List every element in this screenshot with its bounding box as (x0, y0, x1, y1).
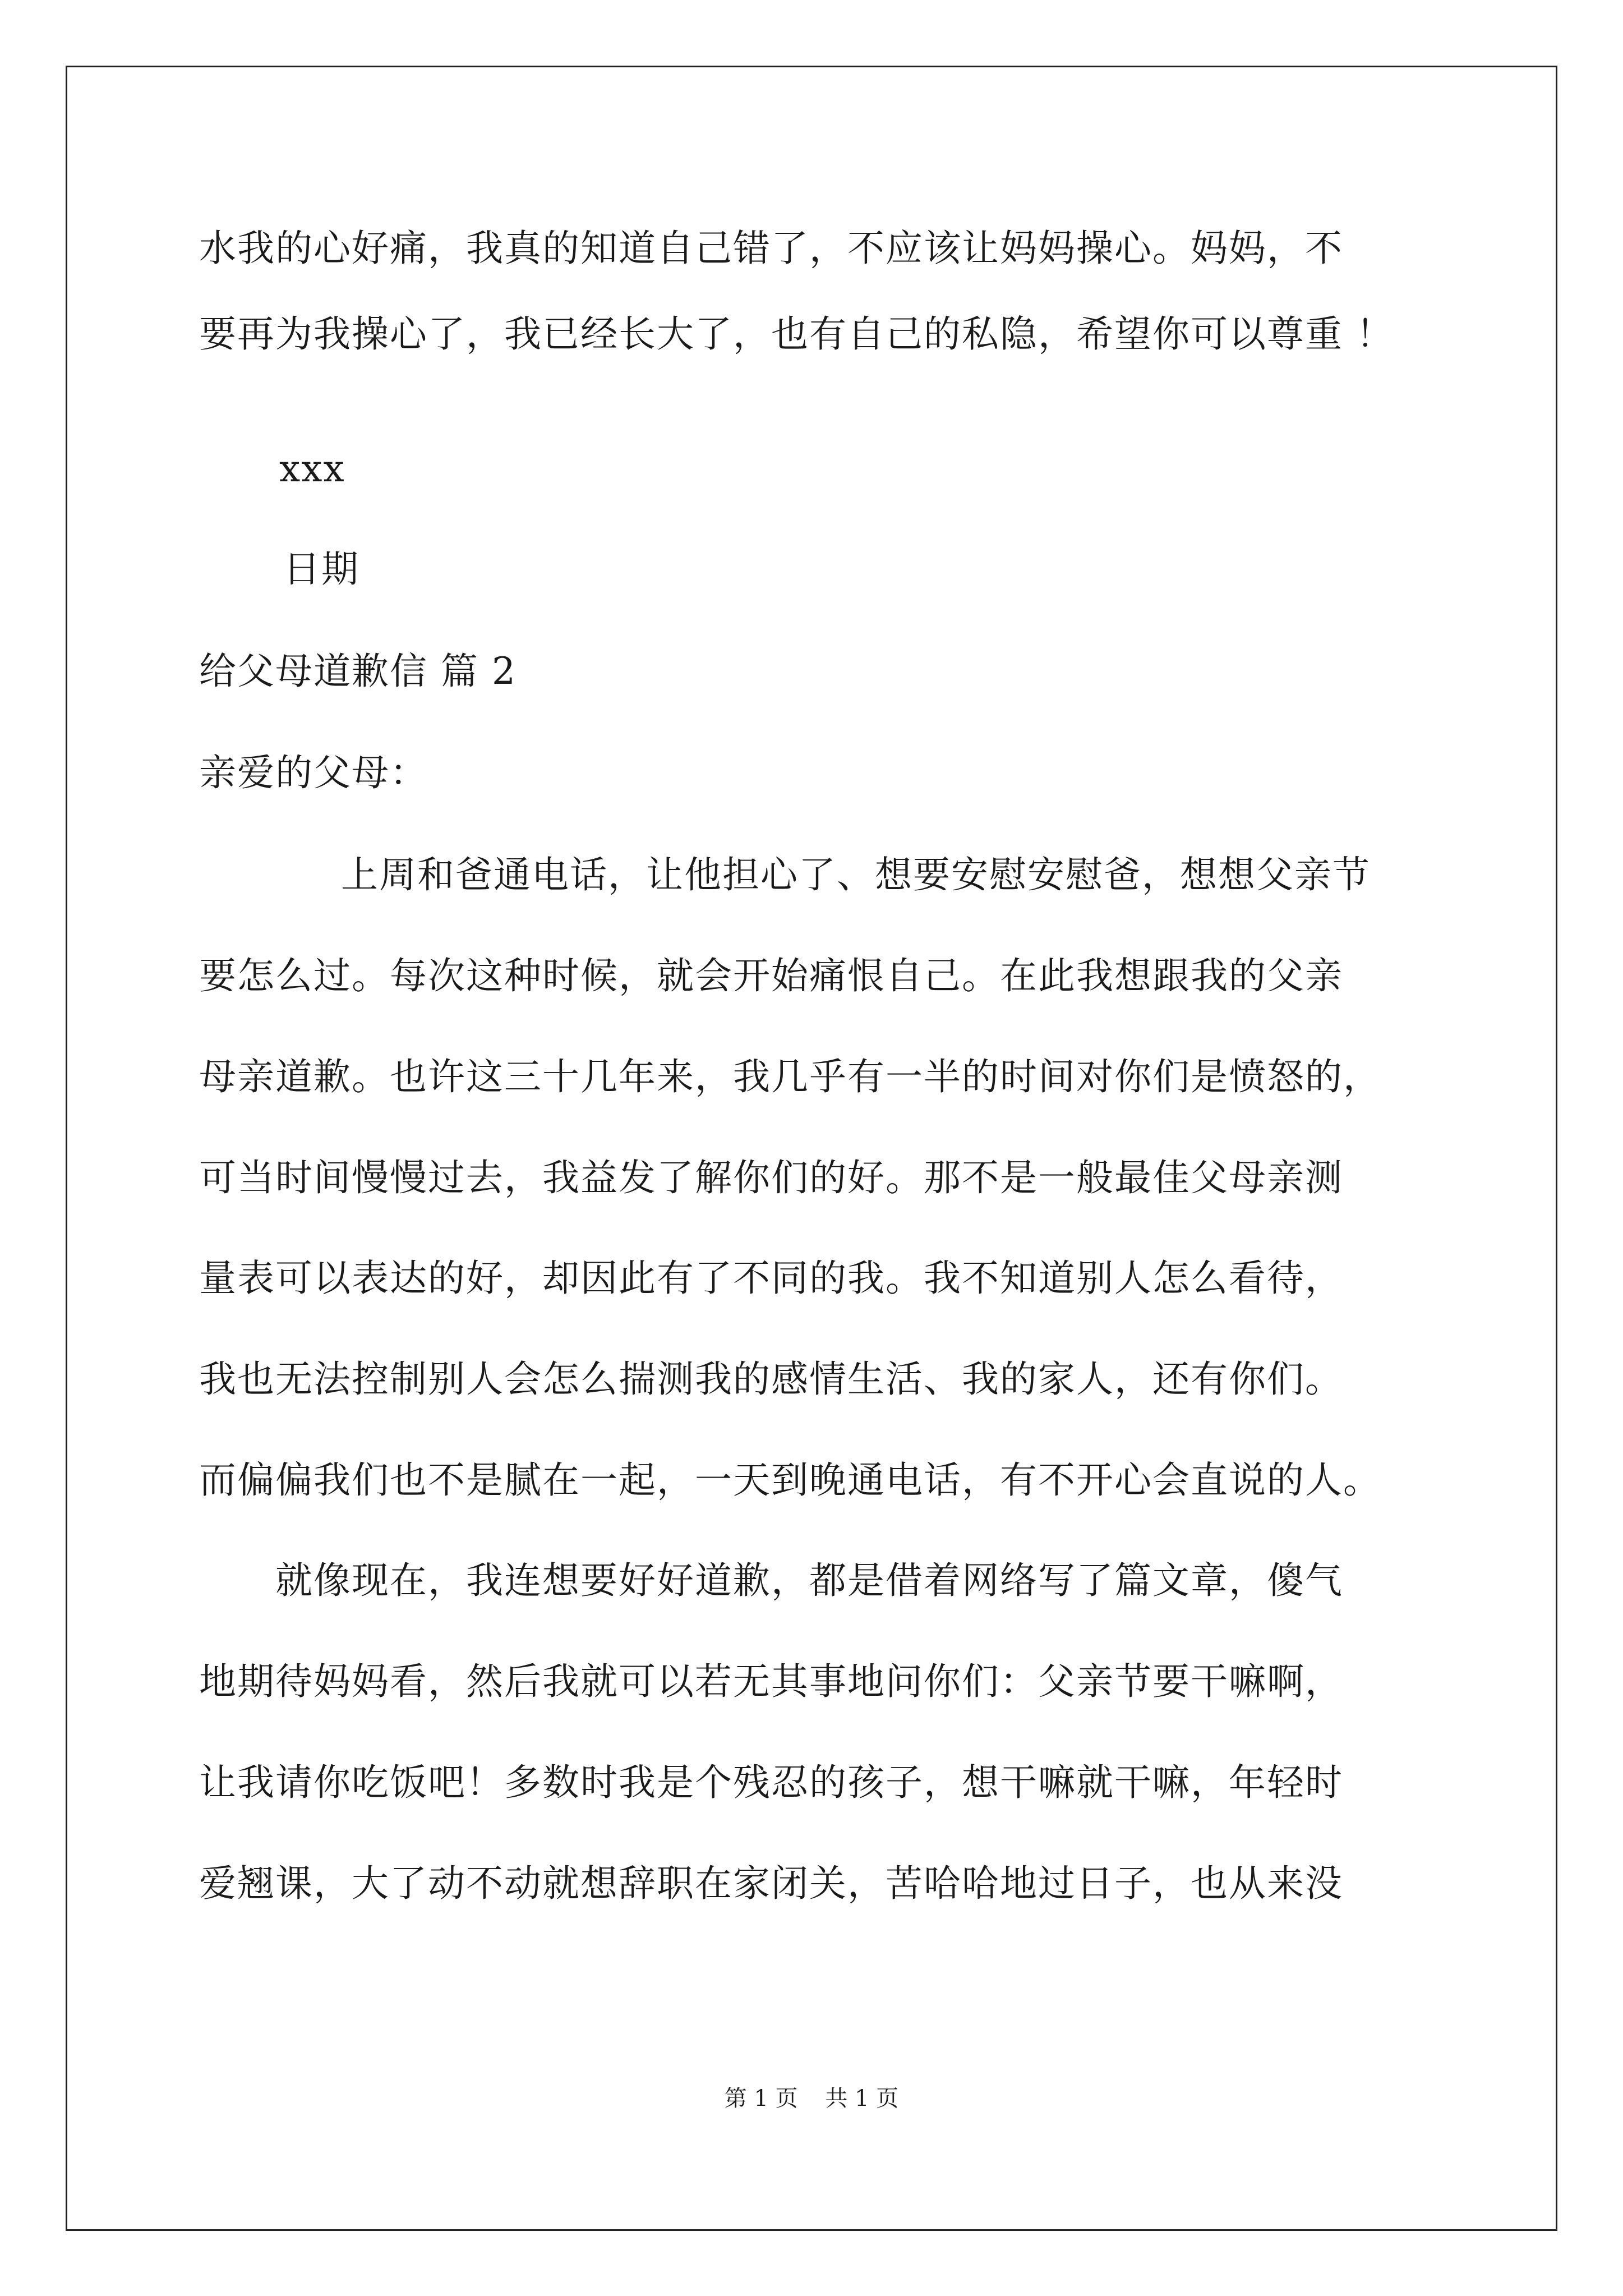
signature-name: xxx (279, 447, 345, 490)
body-line-13: 而偏偏我们也不是腻在一起，一天到晚通电话，有不开心会直说的人。 (199, 1458, 1381, 1502)
body-line-2: 要再为我操心了，我已经长大了，也有自己的私隐，希望你可以尊重 ！ (199, 312, 1394, 356)
body-line-15: 地期待妈妈看，然后我就可以若无其事地问你们：父亲节要干嘛啊， (199, 1660, 1343, 1703)
body-line-9: 母亲道歉。也许这三十几年来，我几乎有一半的时间对你们是愤怒的， (199, 1055, 1381, 1098)
body-line-16: 让我请你吃饭吧！多数时我是个残忍的孩子，想干嘛就干嘛，年轻时 (199, 1761, 1343, 1804)
page-border (66, 66, 1557, 2231)
body-line-14: 就像现在，我连想要好好道歉，都是借着网络写了篇文章，傻气 (275, 1559, 1343, 1602)
page-total: 共 1 页 (825, 2086, 899, 2111)
body-line-12: 我也无法控制别人会怎么揣测我的感情生活、我的家人，还有你们。 (199, 1358, 1343, 1401)
body-line-11: 量表可以表达的好，却因此有了不同的我。我不知道别人怎么看待， (199, 1257, 1343, 1300)
body-line-1: 水我的心好痛，我真的知道自己错了，不应该让妈妈操心。妈妈，不 (199, 227, 1343, 270)
page-number: 第 1 页 (724, 2086, 798, 2111)
body-line-7: 上周和爸通电话，让他担心了、想要安慰安慰爸，想想父亲节 (341, 853, 1371, 896)
signature-date: 日期 (283, 547, 359, 591)
page-footer (0, 2085, 1623, 2113)
body-line-8: 要怎么过。每次这种时候，就会开始痛恨自己。在此我想跟我的父亲 (199, 954, 1343, 997)
salutation: 亲爱的父母： (199, 751, 428, 794)
body-line-10: 可当时间慢慢过去，我益发了解你们的好。那不是一般最佳父母亲测 (199, 1156, 1343, 1199)
section-title: 给父母道歉信 篇 2 (199, 650, 517, 693)
body-line-17: 爱翘课，大了动不动就想辞职在家闭关，苦哈哈地过日子，也从来没 (199, 1862, 1343, 1905)
